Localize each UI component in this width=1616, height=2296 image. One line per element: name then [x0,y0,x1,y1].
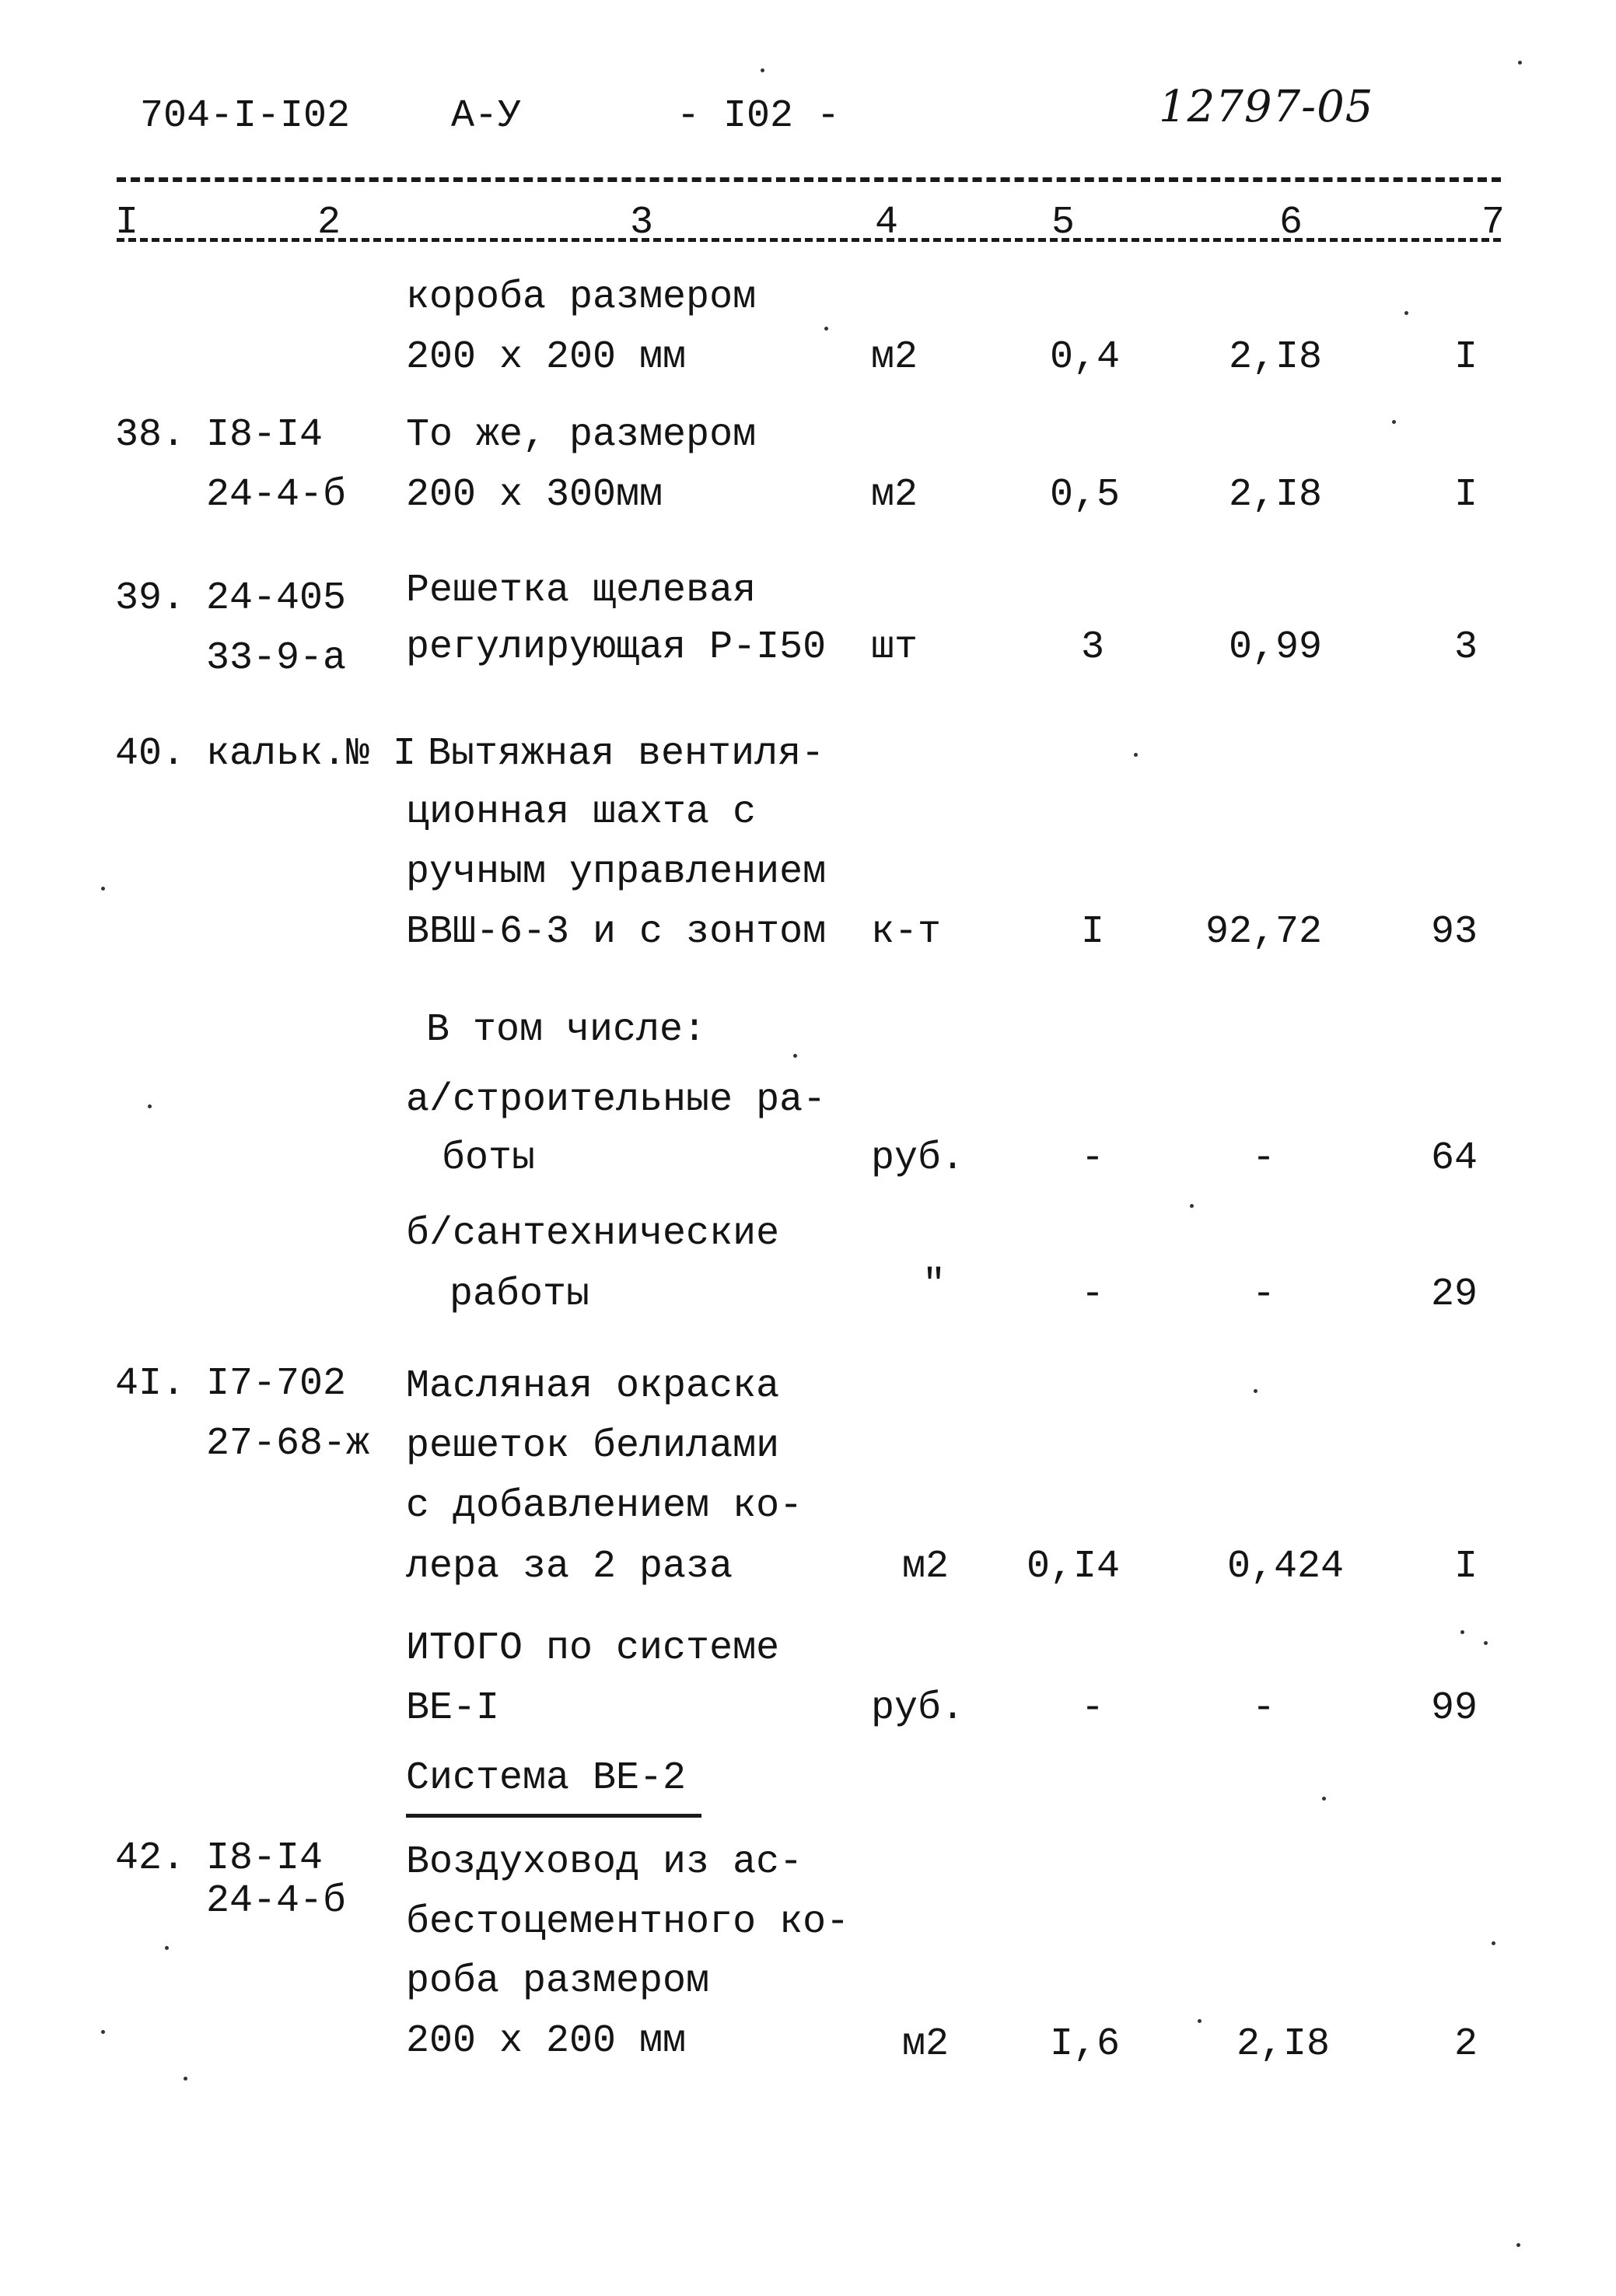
row-code: I8-I4 [206,413,324,457]
row-quantity: 0,4 [1049,335,1120,380]
row-number: 42. [115,1836,186,1881]
scan-speck [1198,2019,1202,2023]
row-unit: м2 [871,473,918,517]
scan-speck [184,2077,187,2081]
row-unit: м2 [902,2022,950,2067]
scan-speck [1322,1797,1326,1801]
scan-speck [1516,2243,1520,2247]
row-description-line: б/сантехнические [406,1212,780,1256]
row-price: 2,I8 [1228,473,1322,517]
row-code: I8-I4 [206,1836,324,1881]
column-number-7: 7 [1481,201,1506,245]
row-description-line: а/строительные ра- [406,1078,827,1122]
scan-speck [1460,1630,1464,1634]
row-total: 2 [1453,2022,1478,2067]
scan-speck [1518,61,1522,65]
row-total: 3 [1453,625,1478,670]
row-description-line: лера за 2 раза [406,1545,733,1589]
row-description-line: ВЕ-I [406,1686,500,1731]
doc-code: 704-I-I02 [140,94,351,138]
scan-speck [1484,1641,1488,1645]
row-description-line: роба размером [406,1959,710,2004]
column-number-2: 2 [317,201,341,245]
row-unit: м2 [902,1545,950,1589]
row-unit: шт [871,625,918,670]
row-total: I [1453,335,1478,380]
row-number: 4I. [115,1362,186,1406]
scan-speck [101,2030,105,2034]
row-quantity: - [1080,1686,1104,1731]
row-description-line: с добавлением ко- [406,1484,803,1528]
scan-speck [101,887,105,891]
row-unit: к-т [871,910,942,954]
row-code-secondary: 24-4-б [206,1879,347,1923]
row-description-line: Вытяжная вентиля- [428,732,825,776]
row-price: - [1251,1136,1275,1181]
page-number: - I02 - [677,94,841,138]
row-description-line: регулирующая Р-I50 [406,625,827,670]
row-total: 93 [1430,910,1478,954]
scan-speck [793,1054,797,1058]
scan-speck [165,1946,169,1950]
row-price: 2,I8 [1236,2022,1330,2067]
row-description-line: То же, размером [406,413,757,457]
row-quantity: 3 [1080,625,1104,670]
scan-speck [1392,420,1396,424]
row-description-line: 200 х 300мм [406,473,663,517]
scan-speck [824,327,828,331]
header-divider [117,177,1501,182]
row-code: 24-405 [206,576,347,621]
row-description-line: 200 х 200 мм [406,335,687,380]
row-unit: руб. [871,1136,965,1181]
row-quantity: 0,I4 [1026,1545,1120,1589]
column-number-5: 5 [1051,201,1076,245]
handwritten-number: 12797-05 [1159,82,1374,132]
scan-speck [1134,753,1138,757]
row-code-secondary: 33-9-а [206,636,347,681]
row-total: 29 [1430,1272,1478,1317]
column-number-4: 4 [875,201,899,245]
row-price: 0,424 [1226,1545,1344,1589]
row-description-line: Воздуховод из ас- [406,1840,803,1885]
row-price: 0,99 [1228,625,1322,670]
section-heading-underline [406,1814,701,1818]
row-unit-ditto: " [922,1263,946,1307]
row-quantity: 0,5 [1049,473,1120,517]
row-description-line: ВВШ-6-3 и с зонтом [406,910,827,954]
column-row-divider [117,238,1501,242]
row-number: 39. [115,576,186,621]
row-description-line: боты [442,1136,536,1181]
scan-speck [761,68,764,72]
row-description-line: ручным управлением [406,850,827,894]
scan-speck [1190,1204,1194,1208]
row-description-line: бестоцементного ко- [406,1900,850,1944]
row-total: I [1453,1545,1478,1589]
row-number: 40. [115,732,186,776]
row-price: - [1251,1686,1275,1731]
row-quantity: I [1080,910,1104,954]
row-code-secondary: 27-68-ж [206,1422,370,1466]
scan-speck [148,1104,152,1108]
row-code-secondary: 24-4-б [206,473,347,517]
section-heading: Система ВЕ-2 [406,1756,687,1801]
row-description-line: ИТОГО по системе [406,1626,780,1671]
row-quantity: - [1080,1136,1104,1181]
row-description-line: 200 х 200 мм [406,2019,687,2063]
row-price: - [1251,1272,1275,1317]
row-unit: руб. [871,1686,965,1731]
row-description-line: В том числе: [426,1008,707,1052]
row-quantity: - [1080,1272,1104,1317]
row-code: I7-702 [206,1362,347,1406]
column-number-6: 6 [1279,201,1303,245]
scan-speck [1254,1389,1257,1393]
scan-speck [1404,311,1408,315]
row-quantity: I,6 [1049,2022,1120,2067]
section-code: А-У [451,94,522,138]
row-description-line: короба размером [406,275,757,320]
row-description-line: решеток белилами [406,1424,780,1468]
scan-speck [1492,1941,1495,1945]
row-description-line: Масляная окраска [406,1364,780,1409]
column-number-3: 3 [630,201,654,245]
row-total: 99 [1430,1686,1478,1731]
row-description-line: работы [449,1272,590,1317]
row-total: I [1453,473,1478,517]
row-price: 92,72 [1205,910,1322,954]
row-description-line: ционная шахта с [406,790,757,835]
row-description-line: Решетка щелевая [406,569,757,613]
row-total: 64 [1430,1136,1478,1181]
row-code: кальк.№ I [206,732,417,776]
row-number: 38. [115,413,186,457]
column-number-1: I [115,201,139,245]
row-unit: м2 [871,335,918,380]
row-price: 2,I8 [1228,335,1322,380]
